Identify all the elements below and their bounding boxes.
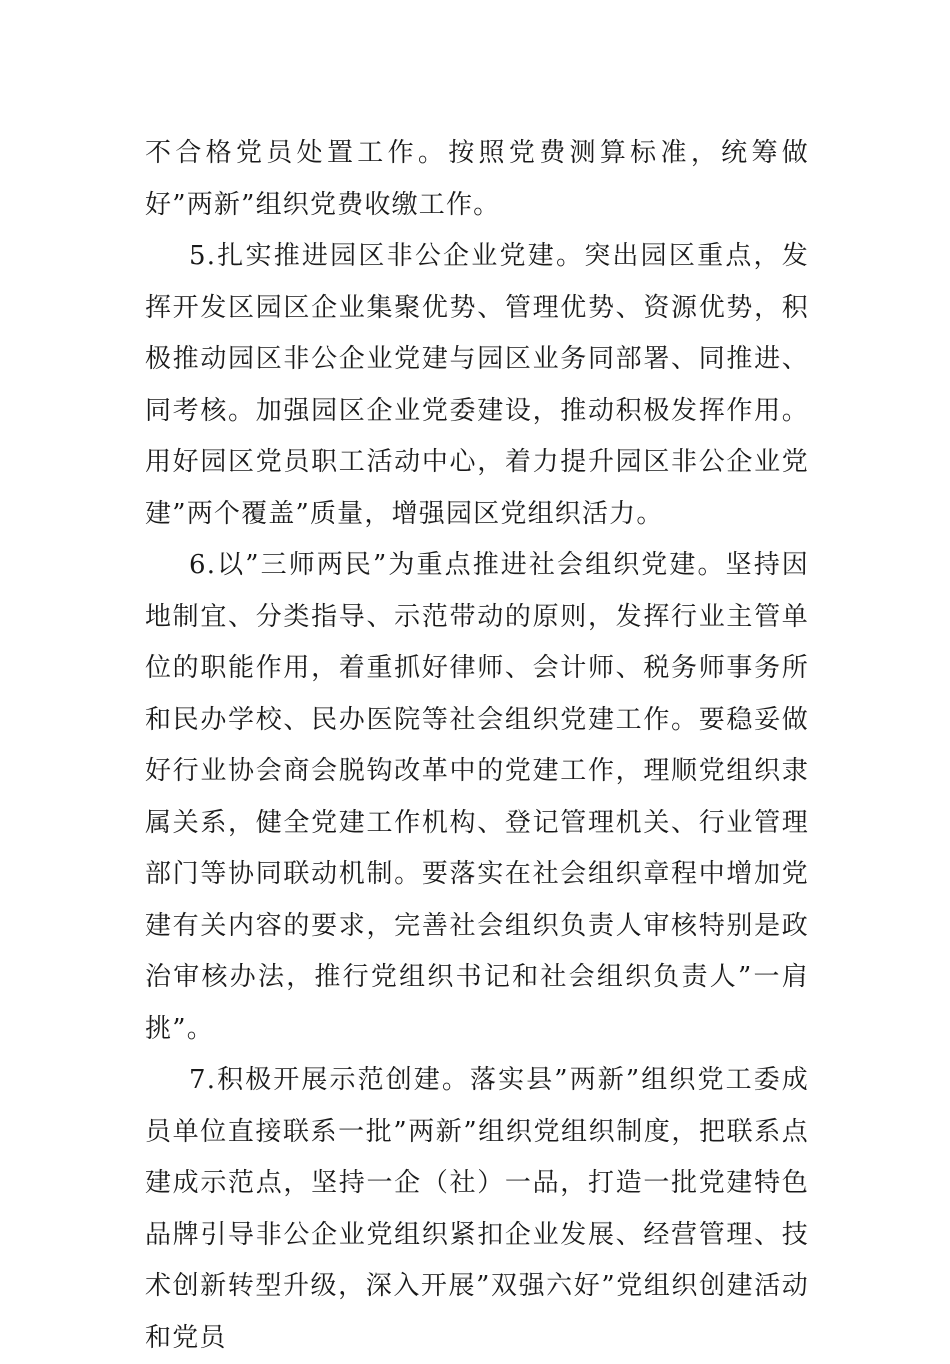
document-body [145, 128, 809, 1364]
paragraph-item-7-demonstration: 7.积极开展示范创建。落实县”两新”组织党工委成员单位直接联系一批”两新”组织党组织制度，把联系点建成示范点，坚持一企（社）一品，打造一批党建特色品牌引导非公企业党组织紧扣企业发展、经营管理、技术创新转型升级，深入开展”双强六好”党组织创建活动和党员 [145, 1065, 809, 1353]
paragraph-item-5-park-enterprises: 5.扎实推进园区非公企业党建。突出园区重点，发挥开发区园区企业集聚优势、管理优势、资源优势，积极推动园区非公企业党建与园区业务同部署、同推进、同考核。加强园区企业党委建设，推动积极发挥作用。用好园区党员职工活动中心，着力提升园区非公企业党建”两个覆盖”质量，增强园区党组织活力。 [145, 241, 809, 529]
paragraph-party-fee: 不合格党员处置工作。按照党费测算标准，统筹做好”两新”组织党费收缴工作。 [145, 138, 809, 220]
paragraph-item-6-social-organizations: 6.以”三师两民”为重点推进社会组织党建。坚持因地制宜、分类指导、示范带动的原则，发挥行业主管单位的职能作用，着重抓好律师、会计师、税务师事务所和民办学校、民办医院等社会组织党建工作。要稳妥做好行业协会商会脱钩改革中的党建工作，理顺党组织隶属关系，健全党建工作机构、登记管理机关、行业管理部门等协同联动机制。要落实在社会组织章程中增加党建有关内容的要求，完善社会组织负责人审核特别是政治审核办法，推行党组织书记和社会组织负责人”一肩挑”。 [145, 550, 809, 1044]
